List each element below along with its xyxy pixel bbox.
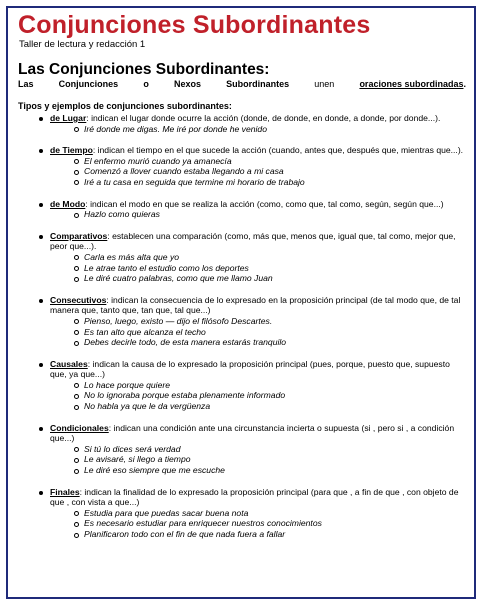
example-item: Le diré eso siempre que me escuche	[74, 465, 466, 476]
document-page	[6, 6, 476, 599]
intro-word: Las	[18, 79, 34, 89]
intro-word: unen	[314, 79, 335, 89]
category-item	[40, 359, 466, 412]
section-heading: Las Conjunciones Subordinantes:	[18, 61, 270, 78]
example-item: No habla ya que le da vergüenza	[74, 401, 466, 412]
category-definition: : establecen una comparación (como, más que, menos que, igual que, tal como, mejor que, peor que...).	[50, 230, 456, 252]
intro-paragraph	[18, 79, 466, 90]
category-definition: : indican el modo en que se realiza la acción (como, como que, tal como, según, según que...)	[85, 198, 444, 209]
category-definition: : indican la causa de lo expresado la proposición principal (pues, porque, puesto que, supuesto que, ya que...)	[50, 358, 450, 380]
example-item: Iré donde me digas. Me iré por donde he venido	[74, 124, 466, 135]
example-list	[74, 508, 466, 540]
category-definition: : indican el tiempo en el que sucede la acción (cuando, antes que, después que, mientras que...).	[92, 145, 464, 156]
types-heading: Tipos y ejemplos de conjunciones subordinantes:	[18, 101, 232, 111]
category-term: Comparativos	[50, 230, 108, 241]
category-item	[40, 231, 466, 284]
example-item: No lo ignoraba porque estaba plenamente informado	[74, 390, 466, 401]
category-definition: : indican la finalidad de lo expresado la proposición principal (para que , a fin de que , con objeto de que , con vista a que...)	[50, 486, 459, 508]
intro-period: .	[463, 79, 466, 89]
example-list	[74, 316, 466, 348]
example-item: Lo hace porque quiere	[74, 380, 466, 391]
example-item: El enfermo murió cuando ya amanecía	[74, 156, 466, 167]
category-item	[40, 199, 466, 220]
example-list	[74, 156, 466, 188]
example-item: Carla es más alta que yo	[74, 252, 466, 263]
category-term: de Modo	[50, 198, 86, 209]
category-term: de Tiempo	[50, 145, 93, 156]
document-title: Conjunciones Subordinantes	[18, 11, 371, 39]
example-list	[74, 444, 466, 476]
example-item: Estudia para que puedas sacar buena nota	[74, 508, 466, 519]
category-term: de Lugar	[50, 113, 87, 123]
example-item: Hazlo como quieras	[74, 209, 466, 220]
category-item	[40, 295, 466, 348]
intro-word: Conjunciones	[58, 79, 119, 89]
category-term: Condicionales	[50, 422, 109, 433]
example-item: Debes decirle todo, de esta manera estarás tranquilo	[74, 337, 466, 348]
example-item: Comenzó a llover cuando estaba llegando a mi casa	[74, 166, 466, 177]
category-list	[40, 113, 466, 540]
intro-word: o	[143, 79, 149, 89]
intro-emphasis: oraciones subordinadas	[359, 79, 464, 89]
document-subtitle: Taller de lectura y redacción 1	[19, 39, 146, 50]
category-definition: : indican la consecuencia de lo expresado en la proposición principal (de tal modo que, de tal manera que, tanto que, tan que, tal que...)	[50, 294, 461, 316]
example-item: Si tú lo dices será verdad	[74, 444, 466, 455]
example-item: Le avisaré, si llego a tiempo	[74, 454, 466, 465]
category-term: Finales	[50, 486, 80, 497]
example-item: Es necesario estudiar para enriquecer nuestros conocimientos	[74, 518, 466, 529]
intro-word: Nexos	[173, 79, 201, 89]
example-item: Es tan alto que alcanza el techo	[74, 327, 466, 338]
example-item: Pienso, luego, existo — dijo el filósofo Descartes.	[74, 316, 466, 327]
category-definition: : indican el lugar donde ocurre la acción (donde, de donde, en donde, a donde, por donde...).	[86, 113, 441, 123]
example-item: Iré a tu casa en seguida que termine mi horario de trabajo	[74, 177, 466, 188]
intro-word: Subordinantes	[226, 79, 290, 89]
category-term: Causales	[50, 358, 88, 369]
example-item: Le diré cuatro palabras, como que me llamo Juan	[74, 273, 466, 284]
category-term: Consecutivos	[50, 294, 107, 305]
example-list	[74, 252, 466, 284]
example-item: Planificaron todo con el fin de que nada fuera a fallar	[74, 529, 466, 540]
example-list	[74, 380, 466, 412]
example-item: Le atrae tanto el estudio como los deportes	[74, 263, 466, 274]
category-item	[40, 423, 466, 476]
example-list	[74, 209, 466, 220]
example-list	[74, 124, 466, 135]
category-definition: : indican una condición ante una circunstancia incierta o supuesta (si , pero si , a condición que...)	[50, 422, 455, 444]
category-item	[40, 113, 466, 134]
category-item	[40, 145, 466, 187]
category-item	[40, 487, 466, 540]
